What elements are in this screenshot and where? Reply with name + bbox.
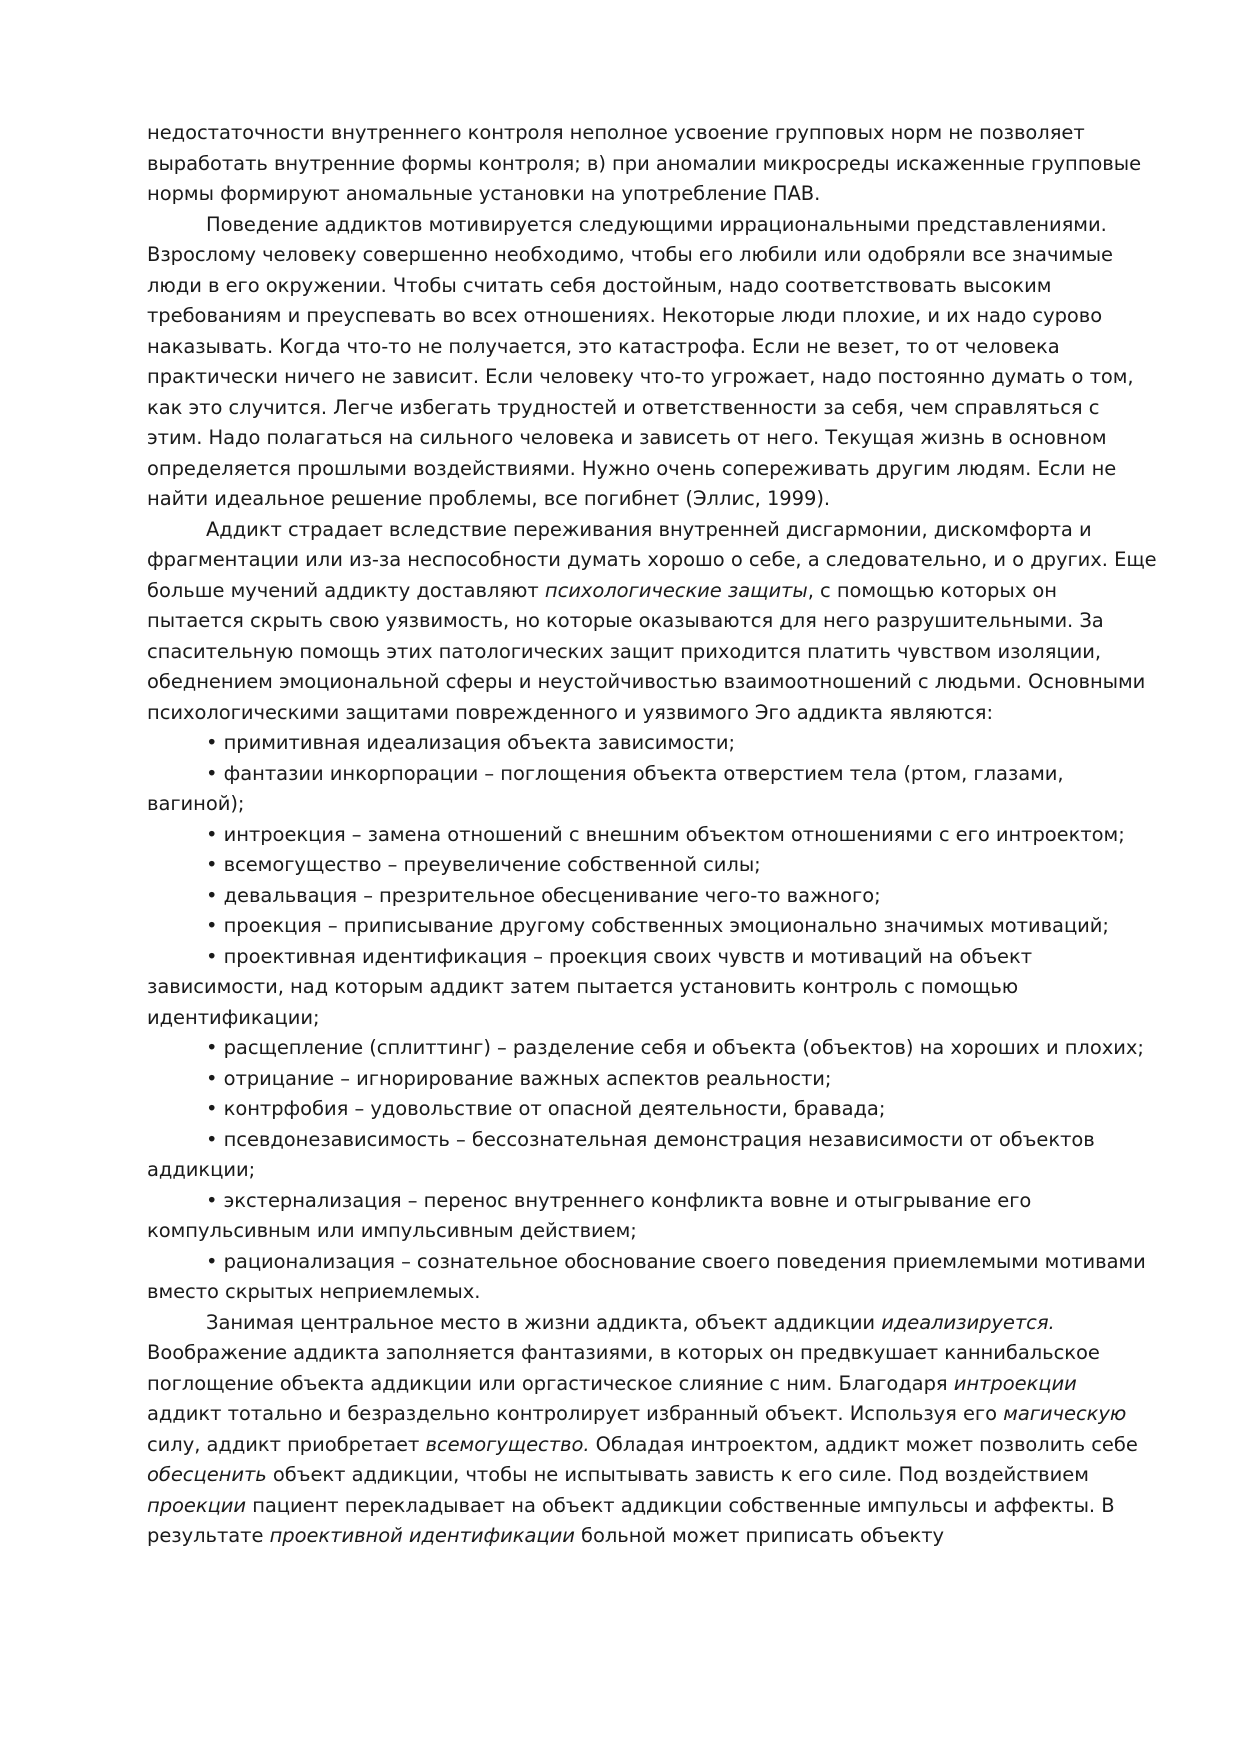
text-run: • рационализация – сознательное обоснование своего поведения приемлемыми мотивами вместо скрытых неприемлемых. [147,1249,1146,1303]
list-item [147,911,1157,942]
list-item [147,728,1157,759]
text-run: • проекция – приписывание другому собственных эмоционально значимых мотиваций; [206,914,1109,937]
text-run: пациент перекладывает на объект аддикции собственные импульсы и аффекты. В результате [147,1493,1115,1547]
text-run: , с помощью которых он пытается скрыть свою уязвимость, но которые оказываются для него разрушительными. За спасительную помощь этих патологических защит приходится платить чувством изоляции, обеднением эмоциональной сферы и неустойчивостью взаимоотношений с людьми. Основными психологическими защитами поврежденного и уязвимого Эго аддикта являются: [147,578,1146,724]
text-run: недостаточности внутреннего контроля неполное усвоение групповых норм не позволяет выработать внутренние формы контроля; в) при аномалии микросреды искаженные групповые нормы формируют аномальные установки на употребление ПАВ. [147,121,1142,205]
text-run: силу, аддикт приобретает [147,1432,426,1456]
text-run: • девальвация – презрительное обесценивание чего-то важного; [206,883,881,907]
text-run: Обладая интроектом, аддикт может позволить себе [589,1432,1138,1456]
paragraph [147,1308,1157,1552]
text-run: аддикт тотально и безраздельно контролирует избранный объект. Используя его [147,1402,1004,1425]
list-item [147,1094,1157,1125]
text-run: Аддикт страдает вследствие переживания внутренней дисгармонии, дискомфорта и фрагментации или из-за неспособности думать хорошо о себе, а следовательно, и о других. Еще больше мучений аддикту доставляют [147,517,1157,602]
list-item [147,1125,1157,1186]
list-item [147,1033,1157,1064]
list-item [147,820,1157,851]
text-run: • проективная идентификация – проекция своих чувств и мотиваций на объект зависимости, над которым аддикт затем пытается установить контроль с помощью идентификации; [147,944,1033,1029]
list-item [147,1247,1157,1308]
text-run: • расщепление (сплиттинг) – разделение себя и объекта (объектов) на хороших и плохих; [206,1036,1144,1059]
italic-term: интроекции [953,1371,1077,1395]
text-run: • псевдонезависимость – бессознательная демонстрация независимости от объектов аддикции; [147,1127,1095,1181]
text-run: • отрицание – игнорирование важных аспектов реальности; [206,1066,832,1090]
list-item [147,850,1157,881]
text-run: объект аддикции, чтобы не испытывать зависть к его силе. Под воздействием [266,1463,1089,1486]
list-item [147,1064,1157,1095]
text-run: • всемогущество – преувеличение собственной силы; [206,853,761,876]
text-run: • фантазии инкорпорации – поглощения объекта отверстием тела (ртом, глазами, вагиной); [147,761,1064,815]
paragraph [147,515,1157,729]
italic-term: психологические защиты [544,578,808,602]
text-run: • контрфобия – удовольствие от опасной деятельности, бравада; [206,1097,886,1120]
text-run: • примитивная идеализация объекта зависимости; [206,731,736,754]
list-item [147,759,1157,820]
italic-term: обесценить [147,1463,267,1486]
list-item [147,942,1157,1034]
italic-term: проективной идентификации [269,1524,575,1547]
italic-term: идеализируется. [881,1310,1055,1334]
text-run: Поведение аддиктов мотивируется следующими иррациональными представлениями. Взрослому человеку совершенно необходимо, чтобы его любили или одобряли все значимые люди в его окружении. Чтобы считать себя достойным, надо соответствовать высоким требованиям и преуспевать во всех отношениях. Некоторые люди плохие, и их надо сурово наказывать. Когда что-то не получается, это катастрофа. Если не везет, то от человека практически ничего не зависит. Если человеку что-то угрожает, надо постоянно думать о том, как это случится. Легче избегать трудностей и ответственности за себя, чем справляться с этим. Надо полагаться на сильного человека и зависеть от него. Текущая жизнь в основном определяется прошлыми воздействиями. Нужно очень сопереживать другим людям. Если не найти идеальное решение проблемы, все погибнет (Эллис, 1999). [147,212,1134,510]
italic-term: магическую [1003,1402,1127,1425]
text-run: Воображение аддикта заполняется фантазиями, в которых он предвкушает каннибальское поглощение объекта аддикции или оргастическое слияние с ним. Благодаря [147,1341,1100,1395]
text-run: • экстернализация – перенос внутреннего конфликта вовне и отыгрывание его компульсивным или импульсивным действием; [147,1188,1032,1242]
paragraph [147,118,1157,210]
text-run: больной может приписать объекту [574,1524,945,1547]
italic-term: проекции [147,1493,247,1517]
italic-term: всемогущество. [425,1432,590,1456]
document-page [147,118,1157,1552]
list-item [147,881,1157,912]
text-run: • интроекция – замена отношений с внешним объектом отношениями с его интроектом; [206,822,1125,846]
paragraph [147,210,1157,515]
list-item [147,1186,1157,1247]
text-run: Занимая центральное место в жизни аддикта, объект аддикции [206,1310,882,1334]
